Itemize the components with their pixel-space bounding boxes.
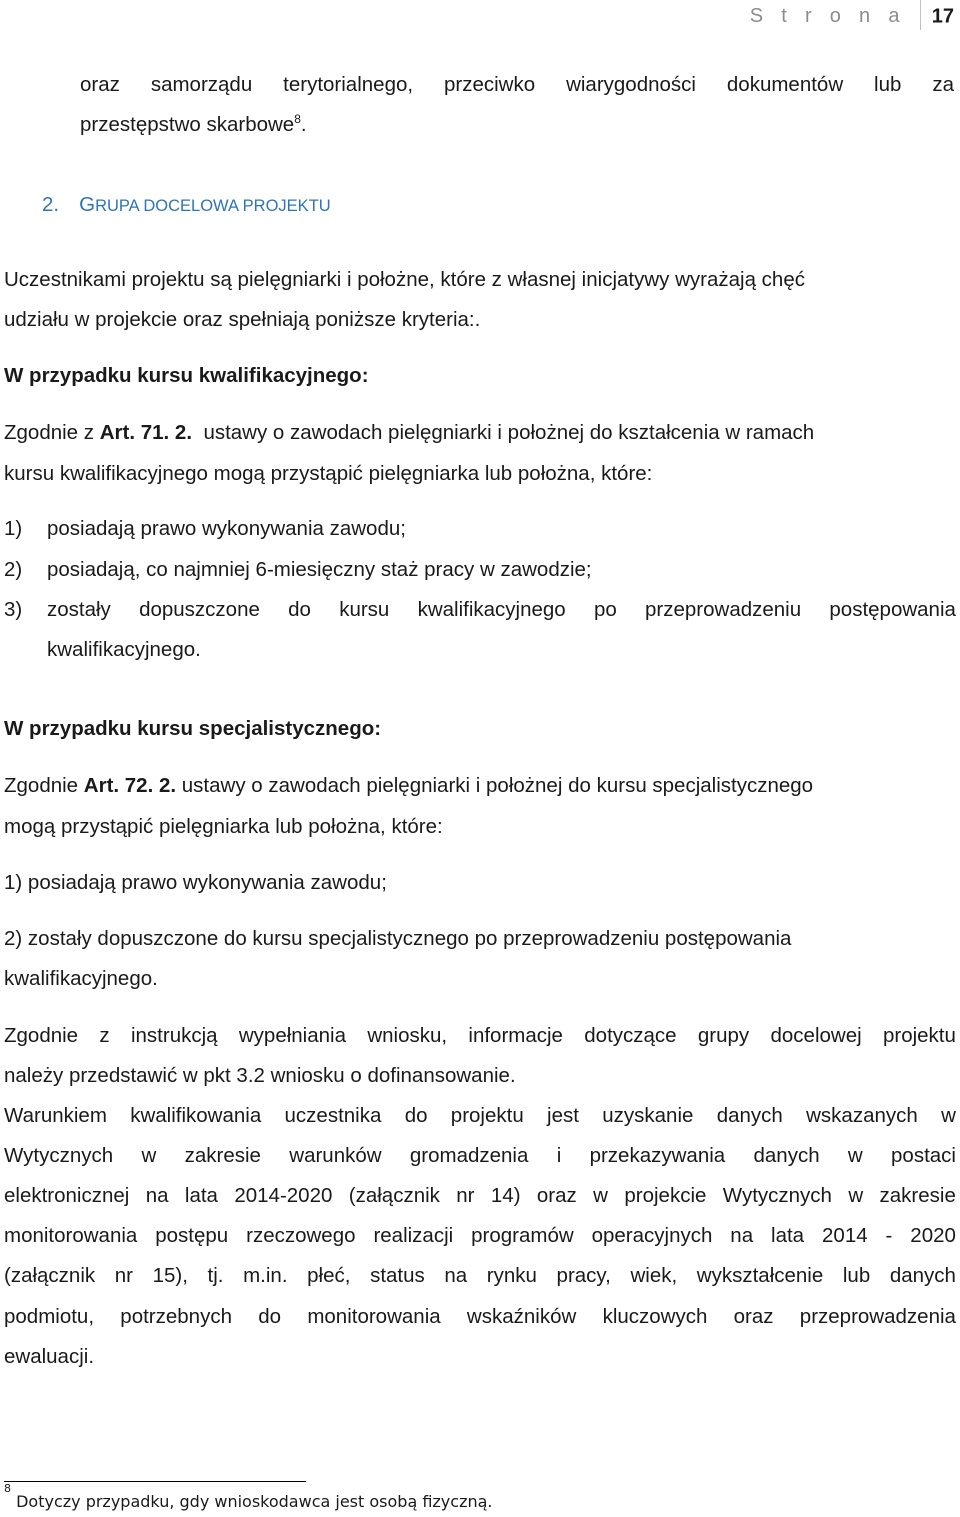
warunkiem-line-3 [4, 1184, 956, 1208]
word: warunków [289, 1144, 382, 1167]
kwalifikacyjny-heading: W przypadku kursu kwalifikacyjnego: [4, 364, 369, 387]
word: przeprowadzenia [799, 1305, 956, 1328]
word: na [730, 1224, 754, 1247]
kwal-item-1-num: 1) [4, 517, 23, 540]
word: oraz [733, 1305, 774, 1328]
word: postępowania [829, 598, 956, 621]
word: grupy [697, 1024, 750, 1047]
word: 14) [490, 1184, 521, 1207]
warunkiem-line-2 [4, 1144, 956, 1168]
word: w [847, 1144, 863, 1167]
word: lub [874, 73, 902, 96]
word: uzyskanie [602, 1104, 694, 1127]
word: kursu [339, 598, 390, 621]
kwal-item-2-text: posiadają, co najmniej 6-miesięczny staż pracy w zawodzie; [47, 558, 592, 581]
word: w [848, 1184, 864, 1207]
word: instrukcją [130, 1024, 218, 1047]
warunkiem-line-5 [4, 1264, 956, 1288]
kwalifikacyjny-lead: Zgodnie z Art. 71. 2. ustawy o zawodach pielęgniarki i położnej do kształcenia w ramach [4, 421, 815, 444]
word: monitorowania [4, 1224, 138, 1247]
word: do [258, 1305, 282, 1328]
word: do [288, 598, 311, 621]
word: podmiotu, [4, 1305, 95, 1328]
intro-line-1: Uczestnikami projektu są pielęgniarki i położne, które z własnej inicjatywy wyrażają chęć [4, 268, 805, 291]
word: przekazywania [589, 1144, 726, 1167]
word: wskaźników [466, 1305, 577, 1328]
word: 2014-2020 [234, 1184, 333, 1207]
word: w [141, 1144, 157, 1167]
spec-item-2-line-2: kwalifikacyjnego. [4, 967, 158, 990]
word: Wytycznych [4, 1144, 114, 1167]
word: projektu [450, 1104, 524, 1127]
kwal-item-1-text: posiadają prawo wykonywania zawodu; [47, 517, 406, 540]
word: elektronicznej [4, 1184, 130, 1207]
word: lata [184, 1184, 218, 1207]
section-number: 2. [42, 193, 60, 216]
specjalistyczny-lead: Zgodnie Art. 72. 2. ustawy o zawodach pielęgniarki i położnej do kursu specjalistycznego [4, 774, 814, 797]
word: docelowej [770, 1024, 862, 1047]
word: po [593, 598, 617, 621]
word: dokumentów [726, 73, 844, 96]
page-header [750, 2, 954, 32]
header-divider [920, 0, 921, 30]
word: Zgodnie [4, 1024, 79, 1047]
word: z [99, 1024, 110, 1047]
specjalistyczny-line-2: mogą przystąpić pielęgniarka lub położna, które: [4, 815, 443, 838]
word: kwalifikacyjnego [417, 598, 566, 621]
word: Warunkiem [4, 1104, 107, 1127]
word: w [593, 1184, 608, 1207]
page-number: 17 [931, 5, 954, 28]
word: danych [889, 1264, 956, 1287]
kwal-item-3-text [47, 598, 956, 622]
word: za [932, 73, 954, 96]
word: do [404, 1104, 428, 1127]
word: postępu [155, 1224, 229, 1247]
kwal-item-2-num: 2) [4, 558, 23, 581]
kwal-item-3-cont: kwalifikacyjnego. [47, 638, 201, 661]
warunkiem-line-1 [4, 1104, 956, 1128]
word: na [145, 1184, 169, 1207]
word: pracy, [556, 1264, 611, 1287]
spec-item-2-line-1: 2) zostały dopuszczone do kursu specjalistycznego po przeprowadzeniu postępowania [4, 927, 792, 950]
word: 2014 [822, 1224, 868, 1247]
word: - [885, 1224, 893, 1247]
word: kluczowych [602, 1305, 708, 1328]
specjalistyczny-heading: W przypadku kursu specjalistycznego: [4, 717, 382, 740]
word: zakresie [879, 1184, 956, 1207]
word: operacyjnych [591, 1224, 713, 1247]
word: wskazanych [806, 1104, 918, 1127]
word: m.in. [243, 1264, 288, 1287]
word: dotyczące [584, 1024, 677, 1047]
word: tj. [207, 1264, 224, 1287]
word: rzeczowego [246, 1224, 356, 1247]
warunkiem-line-6 [4, 1305, 956, 1329]
word: projektu [882, 1024, 956, 1047]
word: status [370, 1264, 425, 1287]
kwal-item-3-num: 3) [4, 598, 23, 621]
word: rynku [486, 1264, 537, 1287]
section-heading: 2. GRUPA DOCELOWA PROJEKTU [42, 193, 331, 216]
word: lub [842, 1264, 871, 1287]
instrukcja-line-2: należy przedstawić w pkt 3.2 wniosku o dofinansowanie. [4, 1064, 516, 1087]
word: zakresie [184, 1144, 261, 1167]
word: informacje [468, 1024, 563, 1047]
word: kwalifikowania [130, 1104, 262, 1127]
footnote [4, 1482, 493, 1511]
word: projekcie [624, 1184, 707, 1207]
word: monitorowania [307, 1305, 441, 1328]
word: uczestnika [284, 1104, 382, 1127]
word: przeciwko [444, 73, 536, 96]
footnote-reference[interactable]: 8 [294, 112, 301, 127]
footnote-number: 8 [4, 1482, 11, 1495]
instrukcja-line-1 [4, 1024, 956, 1048]
word: wypełniania [238, 1024, 346, 1047]
word: postaci [891, 1144, 956, 1167]
page-label: S t r o n a [749, 5, 906, 28]
word: potrzebnych [120, 1305, 232, 1328]
footnote-text: Dotyczy przypadku, gdy wnioskodawca jest osobą fizyczną. [16, 1492, 493, 1511]
word: wykształcenie [696, 1264, 824, 1287]
spec-item-1: 1) posiadają prawo wykonywania zawodu; [4, 871, 387, 894]
word: wiarygodności [566, 73, 696, 96]
kwalifikacyjny-line-2: kursu kwalifikacyjnego mogą przystąpić pielęgniarka lub położna, które: [4, 462, 653, 485]
word: jest [547, 1104, 579, 1127]
word: (załącznik [4, 1264, 96, 1287]
word: wniosku, [367, 1024, 448, 1047]
word: na [444, 1264, 468, 1287]
word: 15), [152, 1264, 188, 1287]
word: przeprowadzeniu [645, 598, 802, 621]
word: i [556, 1144, 562, 1167]
word: danych [716, 1104, 783, 1127]
warunkiem-line-7: ewaluacji. [4, 1345, 95, 1368]
word: dopuszczone [139, 598, 260, 621]
word: płeć, [307, 1264, 351, 1287]
word: gromadzenia [409, 1144, 529, 1167]
continuation-line-1 [80, 73, 954, 97]
word: programów [471, 1224, 574, 1247]
word: samorządu [150, 73, 253, 96]
word: oraz [536, 1184, 577, 1207]
word: lata [771, 1224, 805, 1247]
word: nr [114, 1264, 133, 1287]
word: Wytycznych [722, 1184, 832, 1207]
word: nr [456, 1184, 475, 1207]
word: realizacji [373, 1224, 454, 1247]
word: wiek, [630, 1264, 678, 1287]
word: terytorialnego, [283, 73, 414, 96]
word: (załącznik [348, 1184, 440, 1207]
word: danych [753, 1144, 820, 1167]
warunkiem-line-4 [4, 1224, 956, 1248]
word: oraz [80, 73, 120, 96]
intro-line-2: udziału w projekcie oraz spełniają poniższe kryteria:. [4, 308, 481, 331]
word: zostały [47, 598, 111, 621]
continuation-line-2: przestępstwo skarbowe$^8$. [80, 112, 307, 136]
word: w [941, 1104, 956, 1127]
footnote-separator [4, 1481, 306, 1482]
word: 2020 [910, 1224, 956, 1247]
